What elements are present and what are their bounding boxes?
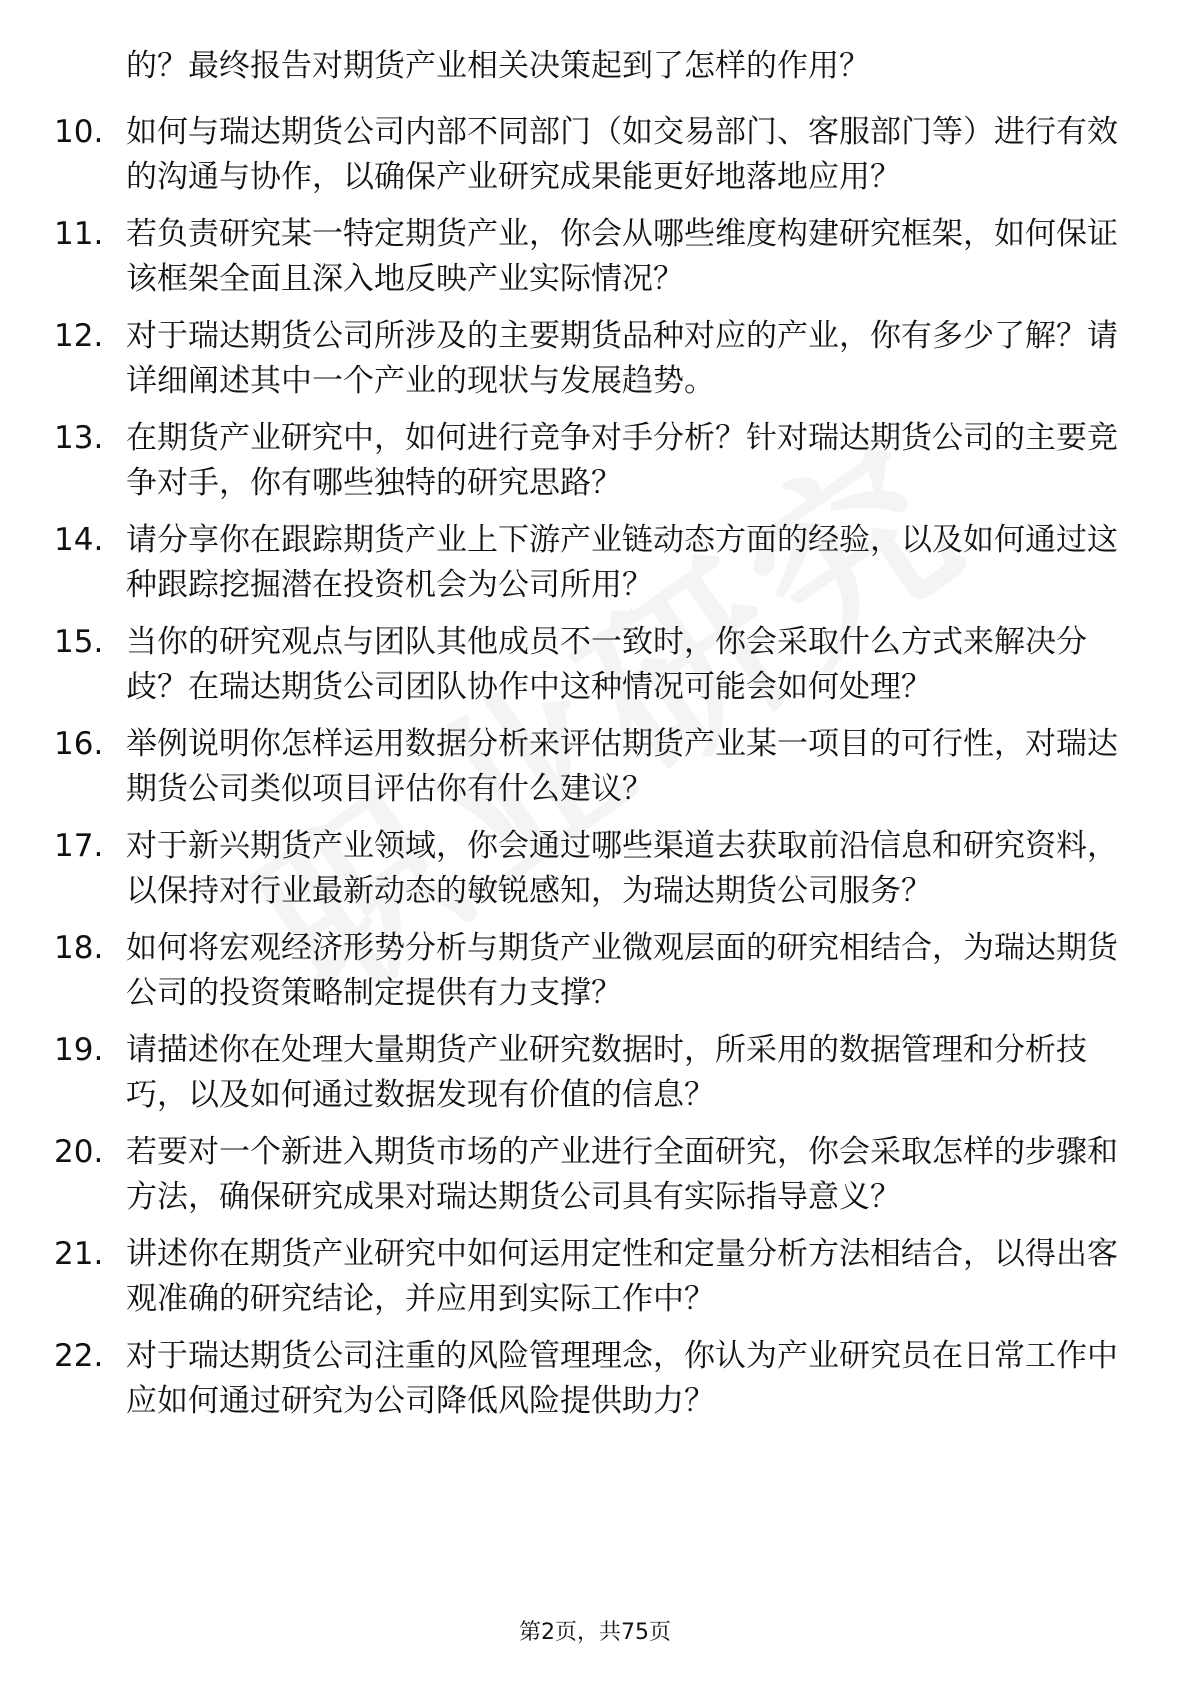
question-text: 当你的研究观点与团队其他成员不一致时，你会采取什么方式来解决分歧？在瑞达期货公司团队协作中这种情况可能会如何处理？ bbox=[126, 624, 1087, 705]
question-item bbox=[0, 518, 1190, 608]
question-item bbox=[0, 1232, 1190, 1322]
question-text: 若负责研究某一特定期货产业，你会从哪些维度构建研究框架，如何保证该框架全面且深入地反映产业实际情况？ bbox=[126, 216, 1118, 297]
question-number: 17. bbox=[54, 828, 104, 864]
question-item bbox=[0, 1334, 1190, 1424]
question-text: 如何将宏观经济形势分析与期货产业微观层面的研究相结合，为瑞达期货公司的投资策略制定提供有力支撑？ bbox=[126, 930, 1118, 1011]
question-number: 15. bbox=[54, 624, 104, 660]
question-number: 10. bbox=[54, 114, 104, 150]
question-list bbox=[0, 110, 1190, 1436]
question-text: 请分享你在跟踪期货产业上下游产业链动态方面的经验，以及如何通过这种跟踪挖掘潜在投资机会为公司所用？ bbox=[126, 522, 1118, 603]
question-number: 14. bbox=[54, 522, 104, 558]
question-number: 11. bbox=[54, 216, 104, 252]
question-number: 18. bbox=[54, 930, 104, 966]
question-number: 21. bbox=[54, 1236, 104, 1272]
question-text: 请描述你在处理大量期货产业研究数据时，所采用的数据管理和分析技巧，以及如何通过数据发现有价值的信息？ bbox=[126, 1032, 1087, 1113]
question-item bbox=[0, 110, 1190, 200]
question-number: 13. bbox=[54, 420, 104, 456]
question-text: 在期货产业研究中，如何进行竞争对手分析？针对瑞达期货公司的主要竞争对手，你有哪些独特的研究思路？ bbox=[126, 420, 1118, 501]
question-item bbox=[0, 416, 1190, 506]
question-text: 若要对一个新进入期货市场的产业进行全面研究，你会采取怎样的步骤和方法，确保研究成果对瑞达期货公司具有实际指导意义？ bbox=[126, 1134, 1118, 1215]
question-number: 12. bbox=[54, 318, 104, 354]
question-item bbox=[0, 314, 1190, 404]
page-footer bbox=[0, 1618, 1190, 1648]
question-number: 16. bbox=[54, 726, 104, 762]
question-text: 如何与瑞达期货公司内部不同部门（如交易部门、客服部门等）进行有效的沟通与协作，以确保产业研究成果能更好地落地应用？ bbox=[126, 114, 1118, 195]
question-number: 19. bbox=[54, 1032, 104, 1068]
question-text: 对于新兴期货产业领域，你会通过哪些渠道去获取前沿信息和研究资料，以保持对行业最新动态的敏锐感知，为瑞达期货公司服务？ bbox=[126, 828, 1118, 909]
question-item bbox=[0, 1130, 1190, 1220]
question-item bbox=[0, 212, 1190, 302]
question-number: 20. bbox=[54, 1134, 104, 1170]
continuation-text: 的？最终报告对期货产业相关决策起到了怎样的作用？ bbox=[126, 48, 870, 84]
question-item bbox=[0, 722, 1190, 812]
question-item bbox=[0, 620, 1190, 710]
question-item bbox=[0, 824, 1190, 914]
question-text: 举例说明你怎样运用数据分析来评估期货产业某一项目的可行性，对瑞达期货公司类似项目评估你有什么建议？ bbox=[126, 726, 1118, 807]
question-text: 对于瑞达期货公司所涉及的主要期货品种对应的产业，你有多少了解？请详细阐述其中一个产业的现状与发展趋势。 bbox=[126, 318, 1118, 399]
page-number-label: 第2页，共75页 bbox=[519, 1620, 671, 1645]
question-text: 讲述你在期货产业研究中如何运用定性和定量分析方法相结合，以得出客观准确的研究结论，并应用到实际工作中？ bbox=[126, 1236, 1118, 1317]
question-item bbox=[0, 1028, 1190, 1118]
question-number: 22. bbox=[54, 1338, 104, 1374]
question-item bbox=[0, 926, 1190, 1016]
question-text: 对于瑞达期货公司注重的风险管理理念，你认为产业研究员在日常工作中应如何通过研究为公司降低风险提供助力？ bbox=[126, 1338, 1118, 1419]
